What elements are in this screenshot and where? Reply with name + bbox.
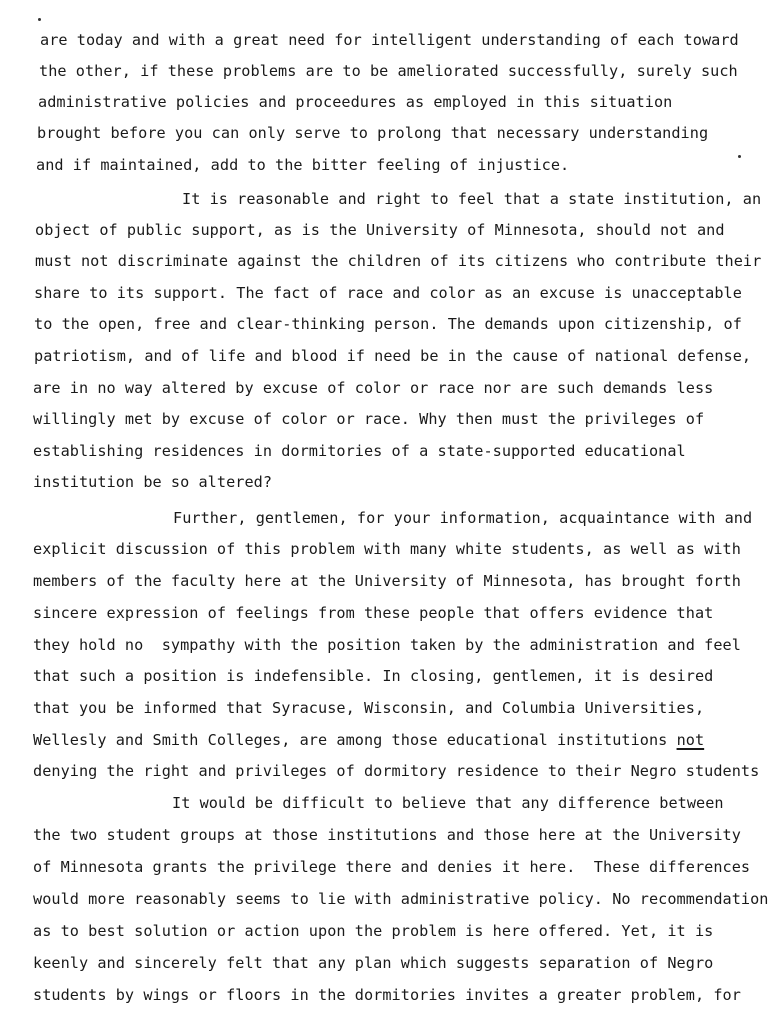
text-line: keenly and sincerely felt that any plan which suggests separation of Negro [33,954,714,972]
text-line: Further, gentlemen, for your information, acquaintance with and [173,509,753,527]
text-line: brought before you can only serve to prolong that necessary understanding [37,124,709,142]
text-line: It is reasonable and right to feel that a state institution, an [182,190,762,208]
ink-speck [738,155,741,158]
text-line: members of the faculty here at the University of Minnesota, has brought forth [33,572,741,590]
text-line: that you be informed that Syracuse, Wisconsin, and Columbia Universities, [33,699,705,717]
text-line: would more reasonably seems to lie with administrative policy. No recommendation [33,890,769,908]
text-line: they hold no sympathy with the position taken by the administration and feel [33,636,741,654]
ink-speck [38,18,41,21]
text-line: that such a position is indefensible. In closing, gentlemen, it is desired [33,667,714,685]
text-line: as to best solution or action upon the problem is here offered. Yet, it is [33,922,714,940]
text-line: explicit discussion of this problem with many white students, as well as with [33,540,741,558]
text-line: administrative policies and proceedures as employed in this situation [38,93,673,111]
text-line-start: Wellesly and Smith Colleges, are among those educational institutions [33,731,677,749]
text-line: and if maintained, add to the bitter feeling of injustice. [36,156,570,174]
text-line: must not discriminate against the children of its citizens who contribute their [35,252,762,270]
text-line: are today and with a great need for intelligent understanding of each toward [40,31,739,49]
text-line: to the open, free and clear-thinking person. The demands upon citizenship, of [34,315,742,333]
text-line: institution be so altered? [33,473,273,491]
text-line: willingly met by excuse of color or race. Why then must the privileges of [33,410,705,428]
text-line: students by wings or floors in the dormitories invites a greater problem, for [33,986,741,1004]
text-line: object of public support, as is the University of Minnesota, should not and [35,221,725,239]
text-line: of Minnesota grants the privilege there and denies it here. These differences [33,858,751,876]
text-line [33,730,704,750]
text-line: the other, if these problems are to be ameliorated successfully, surely such [39,62,738,80]
text-line: are in no way altered by excuse of color or race nor are such demands less [33,379,714,397]
underlined-word: not [676,731,705,749]
text-line: establishing residences in dormitories of a state-supported educational [33,442,686,460]
text-line: denying the right and privileges of dormitory residence to their Negro students [33,762,760,780]
text-line: sincere expression of feelings from these people that offers evidence that [33,604,714,622]
text-line: share to its support. The fact of race and color as an excuse is unacceptable [34,284,742,302]
text-line: patriotism, and of life and blood if need be in the cause of national defense, [34,347,752,365]
text-line: the two student groups at those institutions and those here at the University [33,826,741,844]
text-line: It would be difficult to believe that any difference between [172,794,724,812]
